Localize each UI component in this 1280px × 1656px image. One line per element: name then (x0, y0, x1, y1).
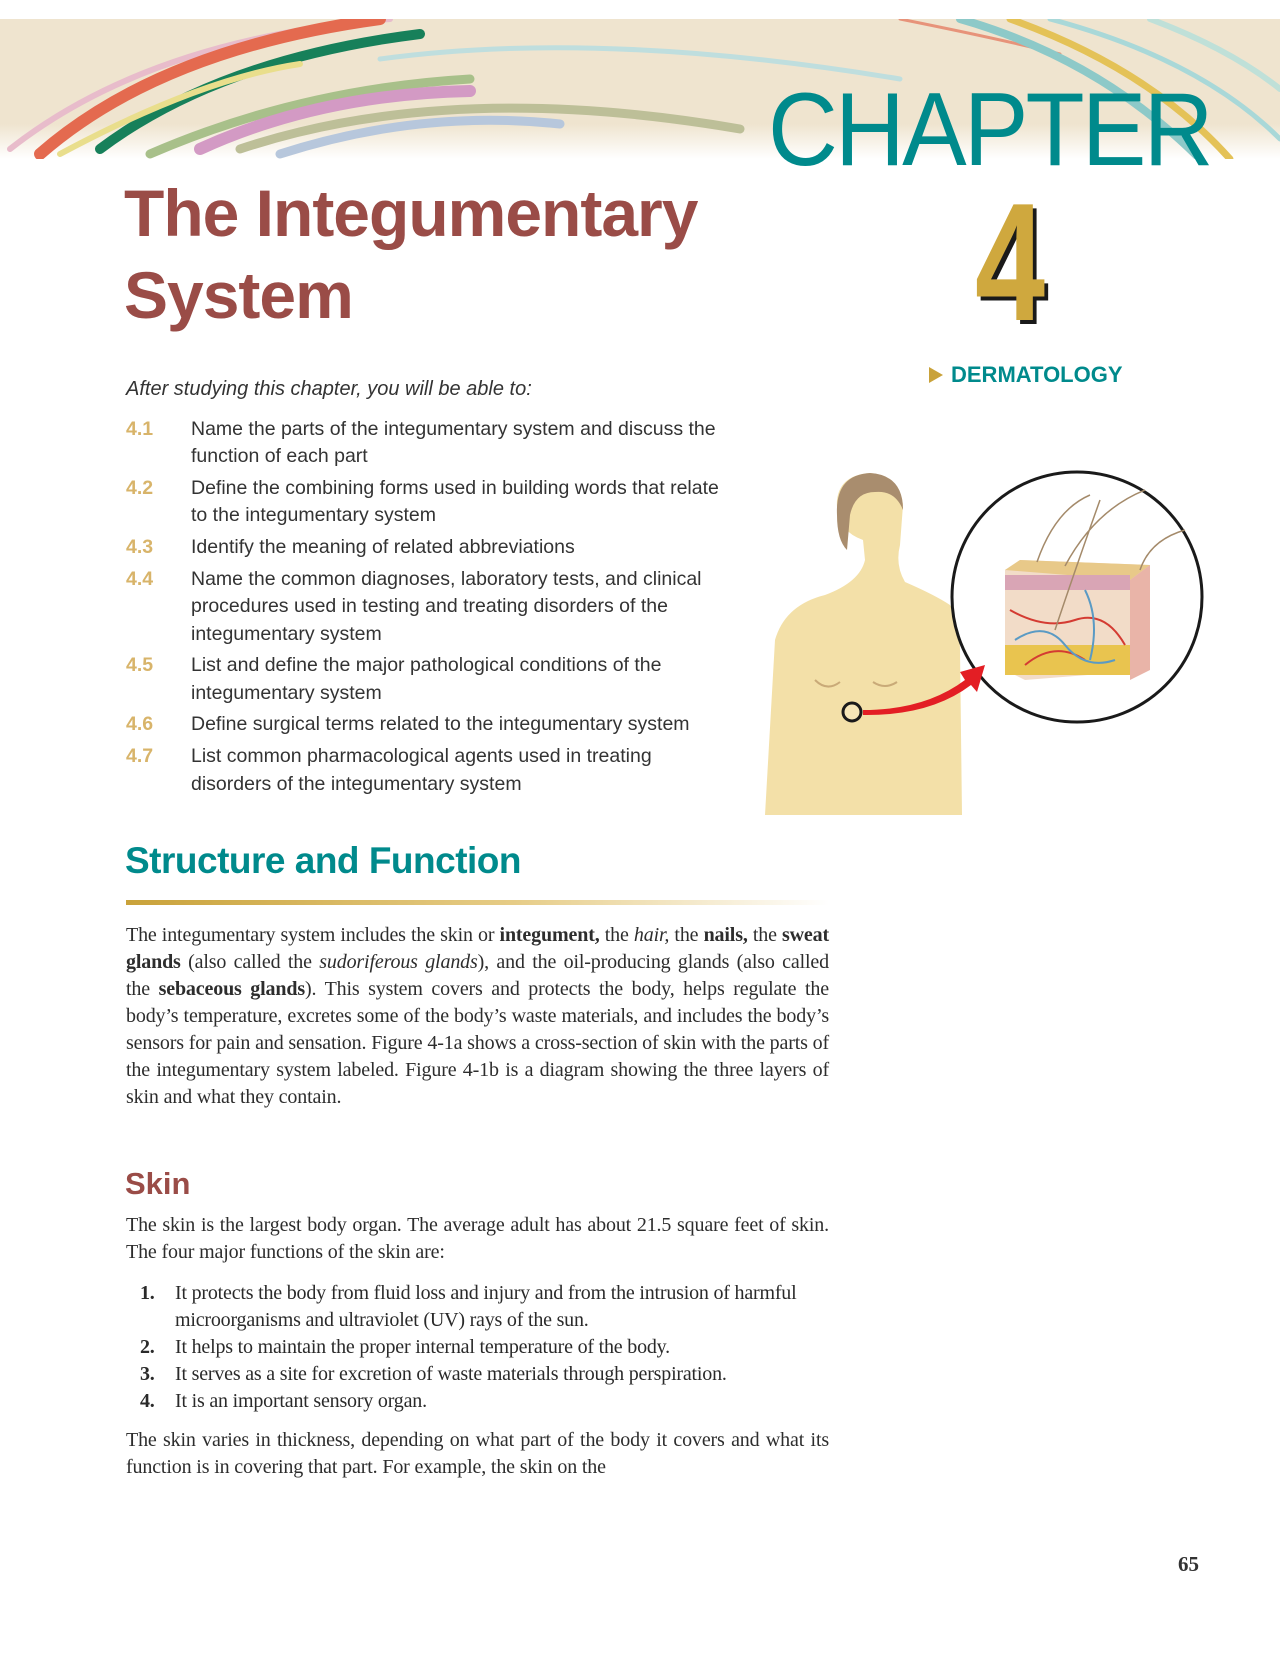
objective-item (126, 652, 726, 707)
bold-term: sweat glands (126, 924, 830, 973)
objective-number: 4.1 (126, 418, 154, 440)
chapter-number: 4 (975, 168, 1046, 356)
objective-text: Name the common diagnoses, laboratory tests, and clinical procedures used in testing and treating disorders of the integumentary system (191, 567, 702, 645)
text-run: (also called the (180, 951, 320, 973)
objective-text: List and define the major pathological conditions of the integumentary system (191, 654, 662, 704)
objective-item (126, 416, 726, 471)
objectives-intro: After studying this chapter, you will be able to: (126, 378, 532, 400)
skin-function-item (140, 1361, 829, 1388)
skin-functions-list (140, 1280, 829, 1415)
chapter-label: CHAPTER (768, 72, 1211, 188)
bold-term: integument, (499, 924, 600, 946)
text-run: the (669, 924, 704, 946)
skin-illustration (755, 470, 1215, 815)
bold-term: nails, (703, 924, 748, 946)
triangle-bullet-icon (929, 367, 943, 383)
text-run: the (599, 924, 634, 946)
list-number: 4. (140, 1390, 155, 1412)
bold-term: sebaceous glands (158, 978, 305, 1000)
objective-number: 4.4 (126, 567, 154, 590)
section-heading-structure-function: Structure and Function (125, 840, 521, 881)
skin-function-item (140, 1388, 829, 1415)
chapter-title-line1: The Integumentary (124, 176, 698, 250)
objective-text: Define surgical terms related to the integumentary system (191, 713, 690, 736)
text-run: ). This system covers and protects the body, helps regulate the body’s temperature, excretes some of the body’s waste materials, and includes the body’s sensors for pain and sensation. Figure 4-1a shows a cross-section of skin with the parts of the integumentary system labeled. Figure 4-1b is a diagram showing the three layers of skin and what they contain. (126, 978, 829, 1108)
list-text: It protects the body from fluid loss and injury and from the intrusion of harmful microorganisms and ultraviolet (UV) rays of the sun. (175, 1282, 797, 1331)
objective-item (126, 475, 726, 530)
department-text: DERMATOLOGY (951, 362, 1123, 387)
objective-number: 4.3 (126, 536, 154, 559)
list-number: 3. (140, 1363, 155, 1385)
section-heading-skin: Skin (125, 1166, 191, 1201)
page-number: 65 (1178, 1552, 1199, 1576)
objective-number: 4.2 (126, 477, 154, 500)
objective-number: 4.5 (126, 654, 154, 677)
objective-item (126, 711, 726, 738)
objective-number: 4.6 (126, 713, 154, 736)
text-run: ), and the oil-producing glands (also called the (126, 951, 830, 1000)
list-number: 1. (140, 1282, 155, 1304)
italic-term: hair, (633, 924, 670, 946)
objective-item (126, 534, 726, 561)
list-number: 2. (140, 1336, 155, 1358)
skin-function-item (140, 1334, 829, 1361)
objective-number: 4.7 (126, 745, 154, 768)
list-text: It is an important sensory organ. (175, 1390, 427, 1412)
list-text: It helps to maintain the proper internal temperature of the body. (175, 1336, 670, 1358)
skin-function-item (140, 1280, 829, 1334)
chapter-title-line2: System (124, 258, 353, 332)
list-text: It serves as a site for excretion of waste materials through perspiration. (175, 1363, 727, 1385)
chapter-title (124, 172, 697, 336)
structure-function-paragraph (126, 922, 829, 1111)
italic-term: sudoriferous glands (319, 951, 478, 973)
objective-text: Define the combining forms used in building words that relate to the integumentary system (191, 477, 719, 527)
text-run: The integumentary system includes the skin or (126, 924, 500, 946)
department-label (929, 362, 1123, 388)
objective-item (126, 743, 726, 798)
objectives-list (126, 416, 726, 802)
objective-text: List common pharmacological agents used in treating disorders of the integumentary system (191, 745, 652, 795)
skin-thickness-paragraph: The skin varies in thickness, depending on what part of the body it covers and what its function is in covering that part. For example, the skin on the (126, 1429, 829, 1478)
objective-item (126, 566, 726, 648)
woman-torso-figure (765, 473, 962, 815)
skin-paragraph: The skin is the largest body organ. The average adult has about 21.5 square feet of skin. The four major functions of the skin are: (126, 1214, 829, 1263)
section-divider (126, 900, 829, 905)
objective-text: Name the parts of the integumentary system and discuss the function of each part (191, 418, 716, 468)
objective-text: Identify the meaning of related abbreviations (191, 536, 575, 559)
text-run: the (747, 924, 782, 946)
